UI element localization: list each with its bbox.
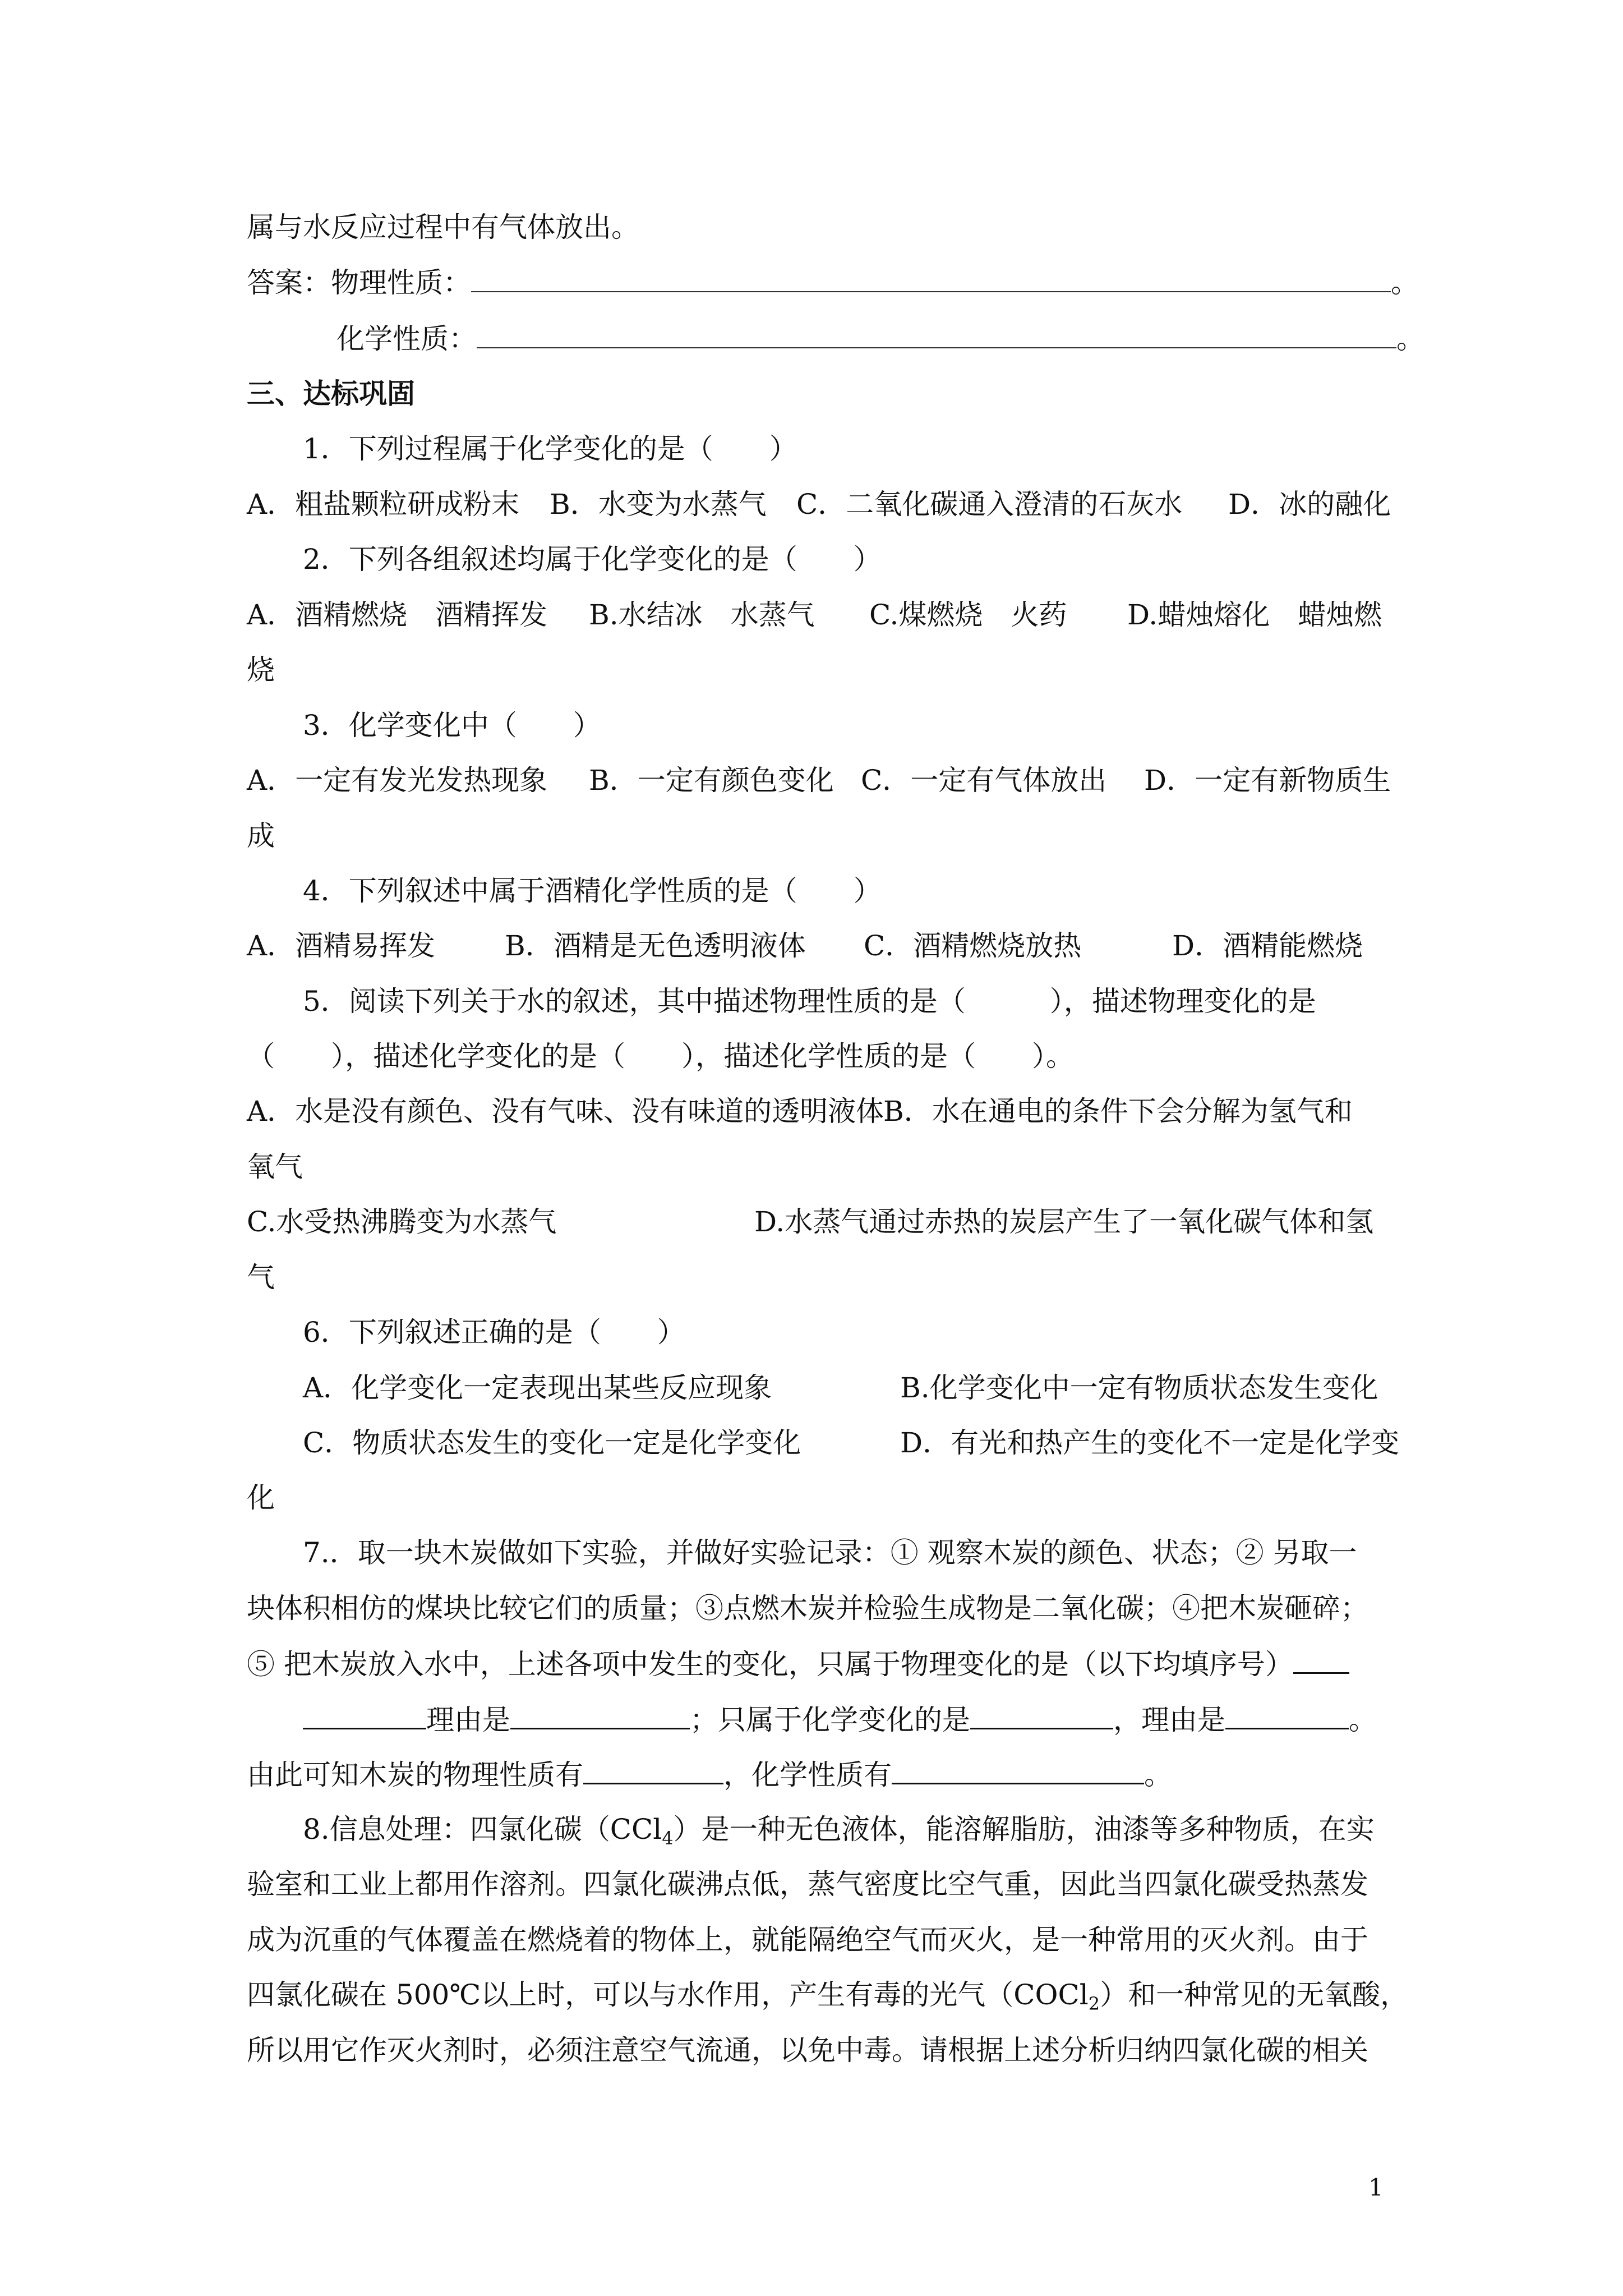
text-line: 属与水反应过程中有气体放出。 [247, 211, 639, 243]
question-7-line: 块体积相仿的煤块比较它们的质量；③点燃木炭并检验生成物是二氧化碳；④把木炭砸碎； [247, 1592, 1368, 1625]
option-a: A．一定有发光发热现象 [247, 764, 548, 797]
option-b: B.化学变化中一定有物质状态发生变化 [900, 1372, 1378, 1404]
option-d: D．冰的融化 [1228, 488, 1391, 521]
question-8-line: 8.信息处理：四氯化碳（CCl$_4$）是一种无色液体，能溶解脂肪，油漆等多种物质，在实 [303, 1813, 1375, 1849]
answer-physical-row: 答案：物理性质： 。 [247, 266, 1419, 299]
option-d: D．有光和热产生的变化不一定是化学变 [900, 1427, 1400, 1459]
question-8-line: 验室和工业上都用作溶剂。四氯化碳沸点低，蒸气密度比空气重，因此当四氯化碳受热蒸发 [247, 1868, 1368, 1901]
question-8-line: 所以用它作灭火剂时，必须注意空气流通，以免中毒。请根据上述分析归纳四氯化碳的相关 [247, 2034, 1368, 2067]
question-2-stem: 2．下列各组叙述均属于化学变化的是（ ） [303, 543, 882, 576]
option-c: C．二氧化碳通入澄清的石灰水 [796, 488, 1183, 521]
option-b: B．一定有颜色变化 [589, 764, 834, 797]
text-line: 气 [247, 1261, 275, 1294]
answer-blank-reason-2[interactable] [1225, 1702, 1349, 1729]
answer-blank-chemical[interactable] [477, 321, 1396, 348]
option-b: B．水变为水蒸气 [550, 488, 767, 521]
option-a: A．酒精易挥发 [247, 930, 436, 962]
text-line: 烧 [247, 654, 275, 686]
option-d: D．一定有新物质生 [1144, 764, 1391, 797]
answer-label-chemical: 化学性质： [336, 323, 477, 355]
question-4-stem: 4．下列叙述中属于酒精化学性质的是（ ） [303, 875, 882, 907]
question-3-stem: 3．化学变化中（ ） [303, 709, 601, 742]
option-a: A．化学变化一定表现出某些反应现象 [303, 1372, 772, 1404]
question-8-line: 成为沉重的气体覆盖在燃烧着的物体上，就能隔绝空气而灭火，是一种常用的灭火剂。由于 [247, 1924, 1368, 1956]
question-7-line: 7.．取一块木炭做如下实验，并做好实验记录：① 观察木炭的颜色、状态；② 另取一 [303, 1536, 1357, 1569]
option-a: A．水是没有颜色、没有气味、没有味道的透明液体 [247, 1095, 884, 1128]
answer-blank-physical-change[interactable] [303, 1702, 426, 1729]
question-8-line: 四氯化碳在 500℃以上时，可以与水作用，产生有毒的光气（COCl$_2$）和一种常见的无氧酸， [247, 1978, 1409, 2014]
answer-blank[interactable] [1293, 1646, 1349, 1674]
text-line: 氧气 [247, 1151, 303, 1183]
question-7-properties-row: 由此可知木炭的物理性质有 ，化学性质有 。 [247, 1757, 1396, 1792]
question-5-stem: 5．阅读下列关于水的叙述，其中描述物理性质的是（ ），描述物理变化的是 [303, 985, 1316, 1018]
option-c: C.煤燃烧 火药 [869, 599, 1067, 631]
question-7-line: ⑤ 把木炭放入水中，上述各项中发生的变化，只属于物理变化的是（以下均填序号） [247, 1646, 1396, 1681]
question-5-stem-cont: （ ），描述化学变化的是（ ），描述化学性质的是（ ）。 [247, 1040, 1074, 1073]
answer-blank-reason-1[interactable] [510, 1702, 690, 1729]
question-7-blanks-row: 理由是 ；只属于化学变化的是 ，理由是 。 [303, 1702, 1453, 1737]
text-line: 成 [247, 820, 275, 852]
option-c: C．物质状态发生的变化一定是化学变化 [303, 1427, 801, 1459]
answer-blank-chemical-property[interactable] [892, 1757, 1144, 1784]
option-d: D.蜡烛熔化 蜡烛燃 [1127, 599, 1382, 631]
option-a: A．粗盐颗粒研成粉末 [247, 488, 520, 521]
question-1-stem: 1．下列过程属于化学变化的是（ ） [303, 432, 797, 465]
answer-blank-chemical-change[interactable] [970, 1702, 1113, 1729]
option-c: C.水受热沸腾变为水蒸气 [247, 1205, 557, 1238]
answer-chemical-row: 化学性质： 。 [336, 323, 1424, 355]
option-a: A．酒精燃烧 酒精挥发 [247, 599, 548, 631]
question-6-stem: 6．下列叙述正确的是（ ） [303, 1316, 685, 1349]
option-c: C．酒精燃烧放热 [864, 930, 1082, 962]
text-line: 化 [247, 1481, 275, 1514]
answer-blank-physical-property[interactable] [583, 1757, 723, 1784]
option-d: D.水蒸气通过赤热的炭层产生了一氧化碳气体和氢 [754, 1205, 1374, 1238]
page-number: 1 [1368, 2174, 1384, 2201]
answer-label: 答案：物理性质： [247, 266, 471, 299]
option-c: C．一定有气体放出 [861, 764, 1107, 797]
answer-blank-physical[interactable] [471, 265, 1391, 292]
option-d: D．酒精能燃烧 [1172, 930, 1363, 962]
option-b: B.水结冰 水蒸气 [589, 599, 815, 631]
option-b: B．水在通电的条件下会分解为氢气和 [883, 1095, 1353, 1128]
option-b: B．酒精是无色透明液体 [505, 930, 806, 962]
section-heading: 三、达标巩固 [247, 377, 415, 410]
